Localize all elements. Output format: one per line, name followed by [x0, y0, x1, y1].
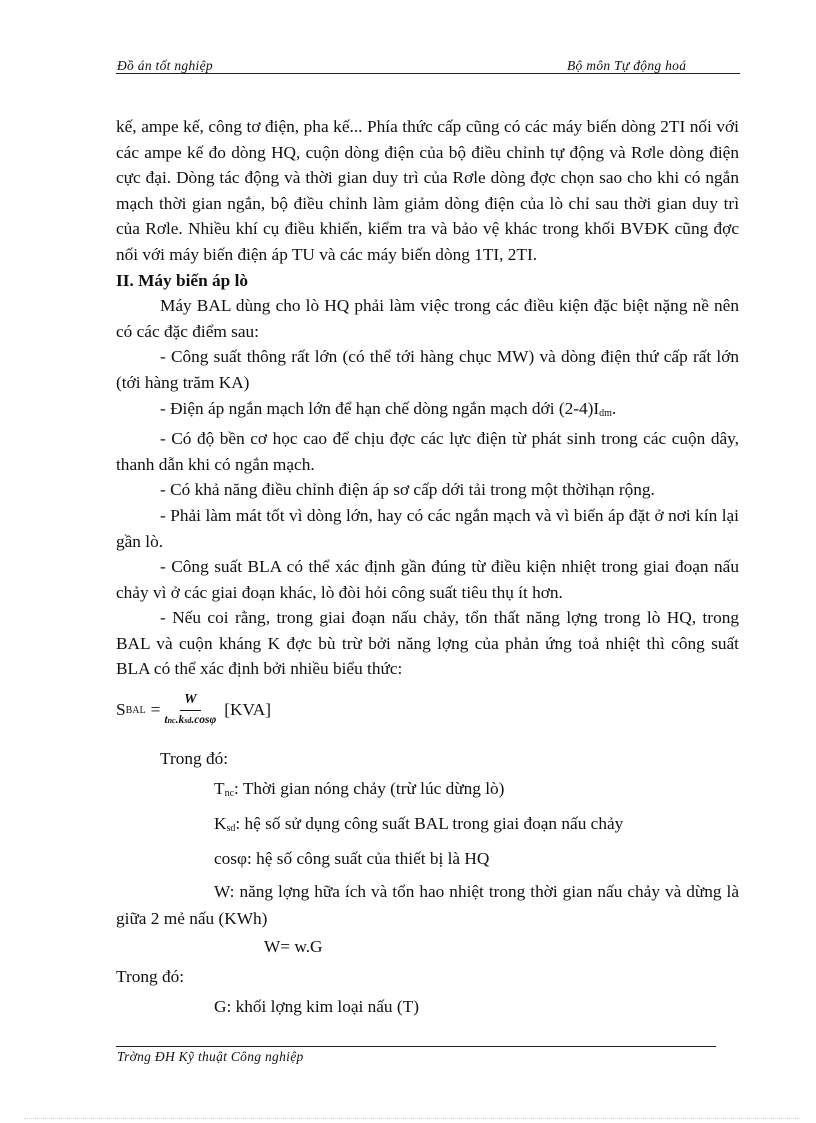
bullet-energy: - Nếu coi rằng, trong giai đoạn nấu chảy, tổn thất năng lợng trong lò HQ, trong BAL và cuộn kháng K đợc bù trừ bởi năng lợng của phản ứng toả nhiệt thì công suất BLA có thể xác định bởi nhiều biểu thức:	[116, 608, 739, 679]
formula-unit: [KVA]	[224, 700, 271, 720]
header-right: Bộ môn Tự động hoá	[567, 58, 687, 73]
page-body	[116, 114, 739, 1022]
bullet-voltage: - Điện áp ngắn mạch lớn để hạn chế dòng ngắn mạch dới $(2-4)I_{dm}$.	[160, 398, 617, 419]
bullet-strength: - Có độ bền cơ học cao để chịu đợc các lực điện từ phát sinh trong các cuộn dây, thanh dẫn khi có ngắn mạch.	[116, 429, 739, 474]
def-w: W: năng lợng hữa ích và tổn hao nhiệt trong thời gian nấu chảy và dừng là giữa 2 mẻ nấu (KWh)	[116, 882, 739, 929]
formula-numerator: W	[180, 692, 200, 711]
def-g: G: khối lợng kim loại nấu (T)	[214, 997, 419, 1017]
def-tnc: $T_{nc}$: Thời gian nóng chảy (trừ lúc dừng lò)	[214, 779, 505, 800]
section-heading: II. Máy biến áp lò	[116, 270, 249, 290]
footer-rule	[116, 1046, 716, 1047]
w-formula: W= w.G	[264, 937, 323, 957]
def-cos: cosφ: hệ số công suất của thiết bị là HQ	[214, 849, 490, 869]
paragraph-continuation: kế, ampe kế, công tơ điện, pha kế... Phía thức cấp cũng có các máy biến dòng 2TI nối với các ampe kế đo dòng HQ, cuộn dòng điện của bộ điều chỉnh tự động và Rơle dòng điện cực đại. Dòng tác động và thời gian duy trì của Rơle dòng đợc chọn sao cho khi có ngắn mạch thời gian ngắn, bộ điều chỉnh làm giảm dòng điện của lò chỉ sau thời gian duy trì của Rơle. Nhiều khí cụ điều khiển, kiểm tra và bảo vệ khác trong khối BVĐK cũng đợc nối với máy biến điện áp TU và các máy biến dòng 1TI, 2TI.	[116, 117, 739, 264]
where-label-1: Trong đó:	[160, 749, 229, 769]
header-rule	[116, 73, 740, 74]
bullet-cooling: - Phải làm mát tốt vì dòng lớn, hay có các ngắn mạch và vì biến áp đặt ở nơi kín lại gần lò.	[116, 505, 739, 551]
power-formula: S BAL = $\frac{W}{\text{tnc.ksd.cosφ}}$ [KVA]	[116, 692, 271, 727]
bullet-power: - Công suất thông rất lớn (có thể tới hàng chục MW) và dòng điện thứ cấp rất lớn (tới hàng trăm KA)	[116, 347, 739, 392]
formula-denominator: tnc.ksd.cosφ	[164, 714, 217, 727]
header-left: Đồ án tốt nghiệp	[117, 58, 213, 73]
page-edge	[24, 1118, 800, 1119]
bullet-capacity: - Công suất BLA có thể xác định gần đúng từ điều kiện nhiệt trong giai đoạn nấu chảy vì ở các giai đoạn khác, lò đòi hỏi công suất tiêu thụ ít hơn.	[116, 557, 739, 602]
bullet-regulation: - Có khả năng điều chỉnh điện áp sơ cấp dới tải trong một thờihạn rộng.	[160, 480, 655, 500]
def-ksd: $K_{sd}$: hệ số sử dụng công suất BAL trong giai đoạn nấu chảy	[214, 814, 624, 835]
intro-paragraph: Máy BAL dùng cho lò HQ phải làm việc trong các điều kiện đặc biệt nặng nề nên có các đặc điểm sau:	[116, 296, 739, 341]
formula-fraction	[164, 692, 216, 728]
where-label-2: Trong đó:	[116, 967, 185, 987]
footer-text: Trờng ĐH Kỹ thuật Công nghiệp	[117, 1049, 304, 1064]
